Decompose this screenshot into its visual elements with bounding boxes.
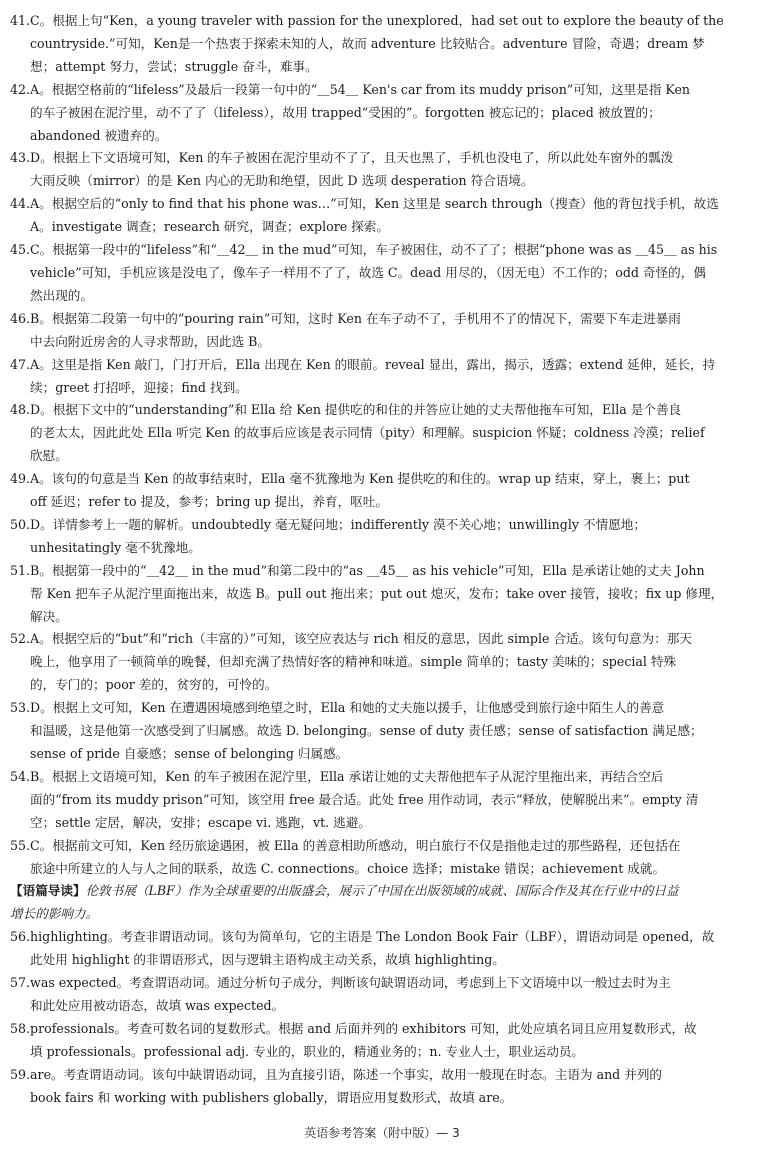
answer-item: 46.B。根据第二段第一句中的“pouring rain”可知，这时 Ken 在车子动不了，手机用不了的情况下，需要下车走进暴雨 中去向附近房舍的人寻求帮助，因此选 B。 [10,308,750,354]
answer-text-cont: 和此处应用被动语态，故填 was expected。 [30,997,285,1013]
answer-text-cont: 晚上，他享用了一顿简单的晚餐，但却充满了热情好客的精神和味道。simple 简单的；tasty 美味的；special 特殊 [30,654,677,670]
answer-text: professionals。考查可数名词的复数形式。根据 and 后面并列的 exhibitors 可知，此处应填名词且应用复数形式，故 [30,1020,697,1036]
answer-text-cont: 填 professionals。professional adj. 专业的，职业的，精通业务的；n. 专业人士，职业运动员。 [30,1043,585,1059]
answer-text: are。考查谓语动词。该句中缺谓语动词，且为直接引语，陈述一个事实，故用一般现在时态。主语为 and 并列的 [30,1066,663,1082]
answer-text-cont: 欣慰。 [30,448,68,464]
answer-number: 41 [10,13,27,28]
answer-number: 46 [10,310,27,326]
answer-number: 50 [10,516,27,532]
answer-text-cont: book fairs 和 working with publishers globally，谓语应用复数形式，故填 are。 [30,1089,513,1105]
answer-number: 48 [10,402,27,418]
answer-number: 54 [10,768,27,784]
answer-text-cont: 和温暖，这是他第一次感受到了归属感。故选 D. belonging。sense of duty 责任感；sense of satisfaction 满足感； [30,723,703,739]
answer-item: 41.C。根据上句“Ken，a young traveler with passion for the unexplored，had set out to explore the beauty of the countryside.”可知，Ken是一个热衷于探索未知的人，故而 adventure 比较贴合。adventure 冒险，奇遇；dream 梦 想；attempt 努力，尝试；struggle 奋斗，难事。 [10,10,750,79]
answer-text-cont: 大雨反映（mirror）的是 Ken 内心的无助和绝望，因此 D 选项 desperation 符合语境。 [30,173,534,189]
answer-text: D。根据上下文语境可知，Ken 的车子被困在泥泞里动不了了，且天也黑了，手机也没电了，所以此处车窗外的瓢泼 [30,150,674,166]
answer-item: 55.C。根据前文可知，Ken 经历旅途遇困，被 Ella 的善意相助所感动，明白旅行不仅是指他走过的那些路程，还包括在 旅途中所建立的人与人之间的联系，故选 C. connections。choice 选择；mistake 错误；achievement 成就。 [10,835,750,881]
answer-text: A。根据空后的“but”和“rich（丰富的）”可知，该空应表达与 rich 相反的意思，因此 simple 合适。该句句意为：那天 [30,631,692,647]
answer-text-cont: 面的“from its muddy prison”可知，该空用 free 最合适。此处 free 用作动词，表示“释放，使解脱出来”。empty 清 [30,791,699,807]
answer-text: D。根据下文中的“understanding”和 Ella 给 Ken 提供吃的和住的并答应让她的丈夫帮他拖车可知，Ella 是个善良 [30,402,682,418]
answer-text: C。根据上句“Ken，a young traveler with passion for the unexplored，had set out to explore the beauty of the [30,13,724,28]
answer-text-cont: 此处用 highlight 的非谓语形式，因与逻辑主语构成主动关系，故填 highlighting。 [30,952,505,968]
answer-text-cont: 空；settle 定居，解决，安排；escape vi. 逃跑，vt. 逃避。 [30,814,371,830]
answer-text: was expected。考查谓语动词。通过分析句子成分，判断该句缺谓语动词，考虑到上下文语境中以一般过去时为主 [30,975,671,991]
answer-number: 52 [10,631,27,647]
answer-item: 44.A。根据空后的“only to find that his phone was…”可知，Ken 这里是 search through（搜查）他的背包找手机，故选 A。investigate 调查；research 研究，调查；explore 探索。 [10,193,750,239]
answer-item: 50.D。详情参考上一题的解析。undoubtedly 毫无疑问地；indifferently 漠不关心地；unwillingly 不情愿地； unhesitatingly 毫不犹豫地。 [10,514,750,560]
answer-text-cont: 的老太太，因此此处 Ella 听完 Ken 的故事后应该是表示同情（pity）和理解。suspicion 怀疑；coldness 冷漠；relief [30,425,705,441]
answer-number: 47 [10,356,27,372]
passage-guide [10,880,750,926]
answer-number: 45 [10,242,27,258]
answer-text-cont: 帮 Ken 把车子从泥泞里面拖出来，故选 B。pull out 拖出来；put out 熄灭，发布；take over 接管，接收；fix up 修理， [30,585,724,601]
answer-item: 54.B。根据上文语境可知，Ken 的车子被困在泥泞里，Ella 承诺让她的丈夫帮他把车子从泥泞里拖出来，再结合空后 面的“from its muddy prison”可知，该空用 free 最合适。此处 free 用作动词，表示“释放，使解脱出来”。empty 清 空；settle 定居，解决，安排；escape vi. 逃跑，vt. 逃避。 [10,766,750,835]
answer-text: D。根据上文可知，Ken 在遭遇困境感到绝望之时，Ella 和她的丈夫施以援手，让他感受到旅行途中陌生人的善意 [30,700,665,716]
answer-number: 56 [10,929,27,945]
answer-list-grammar [10,926,750,1109]
answer-item: 43.D。根据上下文语境可知，Ken 的车子被困在泥泞里动不了了，且天也黑了，手机也没电了，所以此处车窗外的瓢泼 大雨反映（mirror）的是 Ken 内心的无助和绝望，因此 D 选项 desperation 符合语境。 [10,147,750,193]
answer-text-cont: 解决。 [30,608,68,624]
answer-list-cloze [10,10,750,880]
answer-text-cont: 想；attempt 努力，尝试；struggle 奋斗，难事。 [30,58,318,74]
answer-item: 45.C。根据第一段中的“lifeless”和“＿42＿ in the mud”可知，车子被困住，动不了了；根据“phone was as ＿45＿ as his vehicle”可知，手机应该是没电了，像车子一样用不了了，故选 C。dead 用尽的，（因无电）不工作的；odd 奇怪的，偶 然出现的。 [10,239,750,308]
answer-text-cont: 旅途中所建立的人与人之间的联系，故选 C. connections。choice 选择；mistake 错误；achievement 成就。 [30,860,666,876]
answer-number: 57 [10,975,27,991]
answer-text-cont: 的车子被困在泥泞里，动不了了（lifeless），故用 trapped“受困的”。forgotten 被忘记的；placed 被放置的； [30,104,661,120]
answer-text: C。根据前文可知，Ken 经历旅途遇困，被 Ella 的善意相助所感动，明白旅行不仅是指他走过的那些路程，还包括在 [30,837,681,853]
answer-text-cont: 续；greet 打招呼，迎接；find 找到。 [30,379,248,395]
answer-number: 55 [10,837,27,853]
answer-text: C。根据第一段中的“lifeless”和“＿42＿ in the mud”可知，车子被困住，动不了了；根据“phone was as ＿45＿ as his [30,242,718,258]
answer-text-cont: countryside.”可知，Ken是一个热衷于探索未知的人，故而 adventure 比较贴合。adventure 冒险，奇遇；dream 梦 [30,35,705,51]
answer-text-cont: 然出现的。 [30,287,93,303]
passage-guide-text-cont: 增长的影响力。 [10,906,99,922]
answer-item: 53.D。根据上文可知，Ken 在遭遇困境感到绝望之时，Ella 和她的丈夫施以援手，让他感受到旅行途中陌生人的善意 和温暖，这是他第一次感受到了归属感。故选 D. belonging。sense of duty 责任感；sense of satisfaction 满足感； sense of pride 自豪感；sense of belonging 归属感。 [10,697,750,766]
answer-text-cont: 的，专门的；poor 差的，贫穷的，可怜的。 [30,677,278,693]
answer-text-cont: sense of pride 自豪感；sense of belonging 归属感。 [30,746,349,761]
answer-number: 44 [10,196,27,212]
answer-item: 48.D。根据下文中的“understanding”和 Ella 给 Ken 提供吃的和住的并答应让她的丈夫帮他拖车可知，Ella 是个善良 的老太太，因此此处 Ella 听完 Ken 的故事后应该是表示同情（pity）和理解。suspicion 怀疑；coldness 冷漠；relief 欣慰。 [10,399,750,468]
answer-item: 58.professionals。考查可数名词的复数形式。根据 and 后面并列的 exhibitors 可知，此处应填名词且应用复数形式，故 填 professionals。professional adj. 专业的，职业的，精通业务的；n. 专业人士，职业运动员。 [10,1018,750,1064]
answer-text: A。根据空后的“only to find that his phone was…”可知，Ken 这里是 search through（搜查）他的背包找手机，故选 [30,196,719,212]
answer-text: B。根据第二段第一句中的“pouring rain”可知，这时 Ken 在车子动不了，手机用不了的情况下，需要下车走进暴雨 [30,310,681,326]
page-footer: 英语参考答案（附中版）— 3 [304,1126,460,1140]
answer-text: B。根据上文语境可知，Ken 的车子被困在泥泞里，Ella 承诺让她的丈夫帮他把车子从泥泞里拖出来，再结合空后 [30,768,664,784]
answer-number: 49 [10,471,27,487]
answer-text: A。根据空格前的“lifeless”及最后一段第一句中的“＿54＿ Ken's car from its muddy prison”可知，这里是指 Ken [30,81,691,97]
answer-text-cont: off 延迟；refer to 提及，参考；bring up 提出，养育，呕吐。 [30,494,388,510]
answer-text: B。根据第一段中的“＿42＿ in the mud”和第二段中的“as ＿45＿ as his vehicle”可知，Ella 是承诺让她的丈夫 John [30,562,705,578]
answer-text: A。这里是指 Ken 敲门，门打开后，Ella 出现在 Ken 的眼前。reveal 显出，露出，揭示，透露；extend 延伸，延长，持 [30,356,716,372]
answer-item: 49.A。该句的句意是当 Ken 的故事结束时，Ella 毫不犹豫地为 Ken 提供吃的和住的。wrap up 结束，穿上，裹上；put off 延迟；refer to 提及，参考；bring up 提出，养育，呕吐。 [10,468,750,514]
answer-item: 42.A。根据空格前的“lifeless”及最后一段第一句中的“＿54＿ Ken's car from its muddy prison”可知，这里是指 Ken 的车子被困在泥泞里，动不了了（lifeless），故用 trapped“受困的”。forgotten 被忘记的；placed 被放置的； abandoned 被遗弃的。 [10,79,750,148]
answer-number: 53 [10,700,27,716]
answer-text-cont: vehicle”可知，手机应该是没电了，像车子一样用不了了，故选 C。dead 用尽的，（因无电）不工作的；odd 奇怪的，偶 [30,264,706,280]
answer-item: 47.A。这里是指 Ken 敲门，门打开后，Ella 出现在 Ken 的眼前。reveal 显出，露出，揭示，透露；extend 延伸，延长，持 续；greet 打招呼，迎接；find 找到。 [10,354,750,400]
answer-item: 56.highlighting。考查非谓语动词。该句为简单句，它的主语是 The London Book Fair（LBF），谓语动词是 opened，故 此处用 highlight 的非谓语形式，因与逻辑主语构成主动关系，故填 highlighting。 [10,926,750,972]
answer-number: 58 [10,1020,27,1036]
answer-item: 52.A。根据空后的“but”和“rich（丰富的）”可知，该空应表达与 rich 相反的意思，因此 simple 合适。该句句意为：那天 晚上，他享用了一顿简单的晚餐，但却充满了热情好客的精神和味道。simple 简单的；tasty 美味的；special 特殊 的，专门的；poor 差的，贫穷的，可怜的。 [10,628,750,697]
answer-number: 42 [10,81,27,97]
answer-number: 51 [10,562,27,578]
answer-text-cont: unhesitatingly 毫不犹豫地。 [30,539,201,555]
answer-number: 59 [10,1066,27,1082]
answer-number: 43 [10,150,27,166]
answer-item: 59.are。考查谓语动词。该句中缺谓语动词，且为直接引语，陈述一个事实，故用一般现在时态。主语为 and 并列的 book fairs 和 working with publishers globally，谓语应用复数形式，故填 are。 [10,1064,750,1110]
answer-text-cont: A。investigate 调查；research 研究，调查；explore 探索。 [30,219,389,235]
answer-text: highlighting。考查非谓语动词。该句为简单句，它的主语是 The London Book Fair（LBF），谓语动词是 opened，故 [30,929,715,945]
passage-guide-tag: 【语篇导读】 [10,883,86,899]
answer-text: A。该句的句意是当 Ken 的故事结束时，Ella 毫不犹豫地为 Ken 提供吃的和住的。wrap up 结束，穿上，裹上；put [30,471,690,487]
answer-text-cont: 中去向附近房舍的人寻求帮助，因此选 B。 [30,333,270,349]
answer-item: 57.was expected。考查谓语动词。通过分析句子成分，判断该句缺谓语动词，考虑到上下文语境中以一般过去时为主 和此处应用被动语态，故填 was expected。 [10,972,750,1018]
answer-item: 51.B。根据第一段中的“＿42＿ in the mud”和第二段中的“as ＿45＿ as his vehicle”可知，Ella 是承诺让她的丈夫 John 帮 Ken 把车子从泥泞里面拖出来，故选 B。pull out 拖出来；put out 熄灭，发布；take over 接管，接收；fix up 修理， 解决。 [10,560,750,629]
answer-text-cont: abandoned 被遗弃的。 [30,127,168,143]
answer-text: D。详情参考上一题的解析。undoubtedly 毫无疑问地；indifferently 漠不关心地；unwillingly 不情愿地； [30,516,646,532]
passage-guide-text: 伦敦书展（LBF）作为全球重要的出版盛会，展示了中国在出版领域的成就、国际合作及其在行业中的日益 [85,883,679,899]
